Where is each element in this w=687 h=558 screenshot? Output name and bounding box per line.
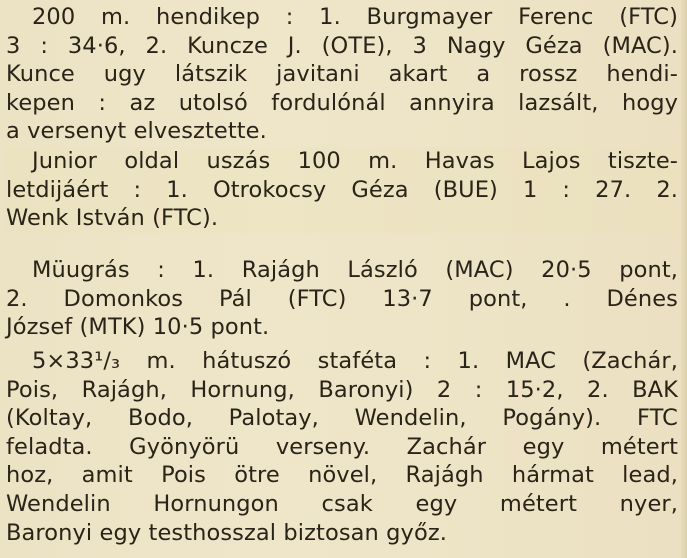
text-line: 3 : 34·6, 2. Kuncze J. (OTE), 3 Nagy Géza (MAC). bbox=[6, 32, 678, 59]
text-line: Wendelin Hornungon csak egy métert nyer, bbox=[6, 490, 678, 517]
text-line: 5×33¹/₃ m. hátuszó staféta : 1. MAC (Zachár, bbox=[32, 348, 678, 374]
text-line: letdijáért : 1. Otrokocsy Géza (BUE) 1 : 27. 2. bbox=[6, 176, 678, 203]
paragraph-200m-handicap bbox=[6, 3, 678, 146]
text-line: Junior oldal uszás 100 m. Havas Lajos tiszte- bbox=[32, 148, 678, 174]
page-edge-shadow bbox=[681, 0, 687, 558]
text-line: József (MTK) 10·5 pont. bbox=[6, 314, 270, 341]
text-line: Kunce ugy látszik javitani akart a rossz hendi- bbox=[6, 61, 678, 88]
text-line: 200 m. hendikep : 1. Burgmayer Ferenc (FTC) bbox=[32, 4, 678, 30]
text-line: 2. Domonkos Pál (FTC) 13·7 pont, . Dénes bbox=[6, 285, 678, 312]
paragraph-junior-swim bbox=[6, 147, 678, 233]
text-line: a versenyt elvesztette. bbox=[6, 118, 267, 145]
text-line: feladta. Gyönyörü verseny. Zachár egy métert bbox=[6, 433, 678, 460]
text-line: (Koltay, Bodo, Palotay, Wendelin, Pogány). FTC bbox=[6, 405, 678, 432]
text-line: kepen : az utolsó fordulónál annyira lazsált, hogy bbox=[6, 89, 678, 116]
text-line: Baronyi egy testhosszal biztosan győz. bbox=[6, 519, 447, 546]
text-line: Wenk István (FTC). bbox=[6, 205, 219, 232]
text-line: hoz, amit Pois ötre növel, Rajágh hármat lead, bbox=[6, 462, 678, 489]
paragraph-backstroke-relay bbox=[6, 347, 678, 547]
paragraph-diving bbox=[6, 256, 678, 342]
text-line: Müugrás : 1. Rajágh László (MAC) 20·5 pont, bbox=[32, 257, 678, 283]
text-line: Pois, Rajágh, Hornung, Baronyi) 2 : 15·2, 2. BAK bbox=[6, 376, 678, 403]
